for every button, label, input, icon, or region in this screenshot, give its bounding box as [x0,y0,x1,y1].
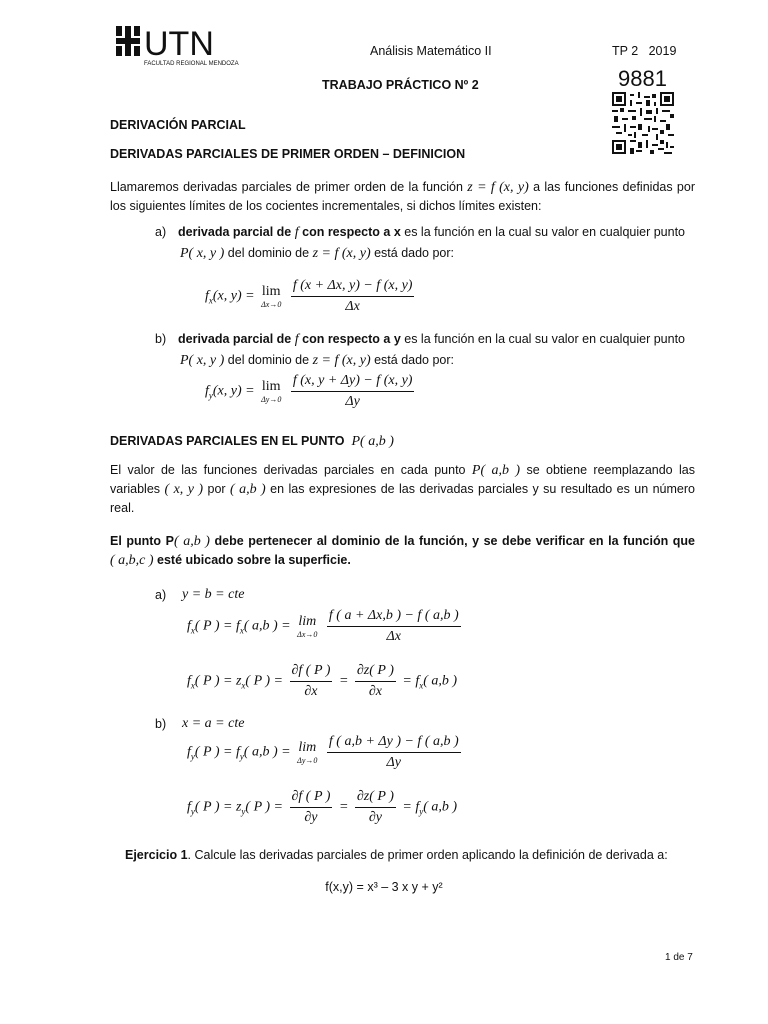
section-heading: DERIVADAS PARCIALES DE PRIMER ORDEN – DEFINICION [110,147,466,161]
tp-year: TP 2 2019 [612,44,677,58]
svg-text:FACULTAD REGIONAL MENDOZA: FACULTAD REGIONAL MENDOZA [144,61,239,67]
page-number: 1 de 7 [665,952,693,963]
formula-fx-point-partial: $f_x$( P ) = $z_x$( P ) = $\frac{\partial f ( P )}{\partial x}$ = $\frac{\partial z( P )}{\partial x}$ = $f_x$( a,b ) [187,663,458,699]
case-a-label: a) [155,588,167,602]
section-heading: DERIVADAS PARCIALES EN EL PUNTO P( a,b ) [110,434,394,449]
formula-fx-point-limit: $f_x$( P ) = $f_x$( a,b ) = lim Δx→0 $\frac{f ( a + \Delta x,b ) - f ( a,b )}{\Delta x}$ [187,608,459,644]
item-b-label: b) [155,332,167,346]
svg-text:UTN: UTN [144,25,214,63]
page-title: TRABAJO PRÁCTICO Nº 2 [322,78,479,92]
document-code: 9881 [618,66,667,91]
section-heading: DERIVACIÓN PARCIAL [110,118,246,132]
utn-logo [114,24,254,68]
intro-paragraph: Llamaremos derivadas parciales de primer orden de la función z = f (x, y) a las funciones definidas por los siguientes límites de los cocientes incrementales, si dichos límites existen: [110,180,695,213]
item-b-line2: P( x, y ) del dominio de z = f (x, y) está dado por: [180,353,455,368]
point-condition: El punto P( a,b ) debe pertenecer al dominio de la función, y se debe verificar en la función que ( a,b,c ) esté ubicado sobre la superficie. [110,534,695,568]
exercise-statement: Ejercicio 1. Calcule las derivadas parciales de primer orden aplicando la definición de derivada a: [125,848,668,862]
item-a-line2: P( x, y ) del dominio de z = f (x, y) está dado por: [180,246,455,261]
formula-fy-point-partial: $f_y$( P ) = $z_y$( P ) = $\frac{\partial f ( P )}{\partial y}$ = $\frac{\partial z( P )}{\partial y}$ = $f_y$( a,b ) [187,789,458,825]
item-a-text: derivada parcial de f con respecto a x es la función en la cual su valor en cualquier punto [178,225,685,240]
formula-fy-point-limit: $f_y$( P ) = $f_y$( a,b ) = lim Δy→0 $\frac{f ( a,b + \Delta y ) - f ( a,b )}{\Delta y}$ [187,734,459,770]
subject-name: Análisis Matemático II [370,44,492,58]
formula-fx-definition: $f_x(x$, y) = lim Δx→0 $\frac{f (x + \Delta x, y) - f (x, y)}{\Delta x}$ [205,278,413,314]
exercise-function: f(x,y) = x³ – 3 x y + y² [325,880,443,894]
item-b-text: derivada parcial de f con respecto a y es la función en la cual su valor en cualquier punto [178,332,685,347]
case-a-condition: y = b = cte [182,587,245,602]
point-paragraph: El valor de las funciones derivadas parciales en cada punto P( a,b ) se obtiene reemplazando las variables ( x, y ) por ( a,b ) en las expresiones de las derivadas parciales y su resultado es un número real. [110,463,695,515]
case-b-condition: x = a = cte [182,716,245,731]
case-b-label: b) [155,717,167,731]
qr-code [612,92,674,154]
formula-fy-definition: $f_y(x$, y) = lim Δy→0 $\frac{f (x, y + \Delta y) - f (x, y)}{\Delta y}$ [205,373,413,409]
item-a-label: a) [155,225,167,239]
